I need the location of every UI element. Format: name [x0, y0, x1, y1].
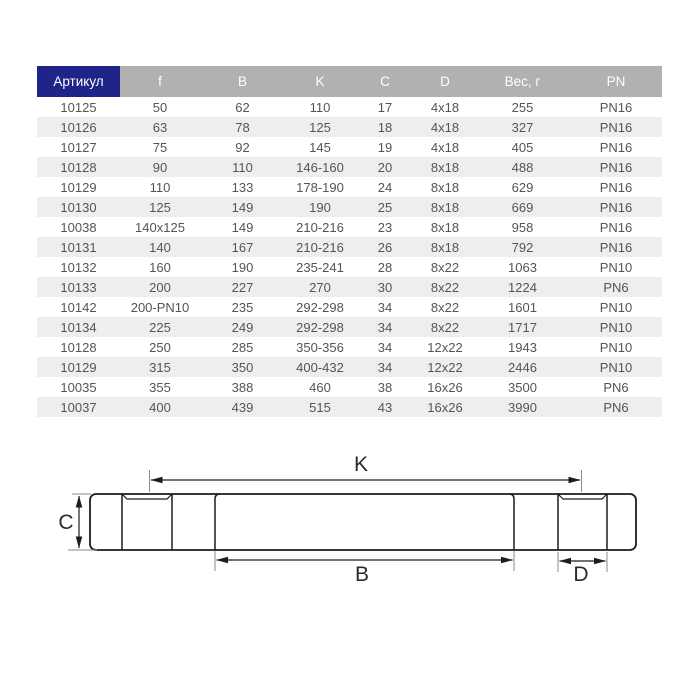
cell-f: 140x125 [135, 219, 185, 235]
cell-pn: PN10 [599, 359, 633, 375]
cell-weight: 327 [511, 119, 534, 135]
cell-c: 34 [377, 299, 393, 315]
cell-c: 24 [377, 179, 393, 195]
cell-article: 10128 [60, 339, 97, 355]
cell-c: 30 [377, 279, 393, 295]
cell-c: 19 [377, 139, 393, 155]
cell-weight: 1224 [508, 279, 537, 295]
cell-b: 285 [231, 339, 254, 355]
cell-article: 10037 [60, 399, 97, 415]
cell-d: 8x22 [430, 299, 460, 315]
cell-k: 125 [309, 119, 331, 135]
cell-article: 10134 [60, 319, 97, 335]
cell-c: 20 [377, 159, 393, 175]
cell-k: 460 [309, 379, 331, 395]
cell-f: 110 [149, 179, 171, 195]
cell-d: 12x22 [427, 359, 463, 375]
cell-k: 350-356 [296, 339, 344, 355]
dim-k-label: K [353, 453, 369, 476]
cell-pn: PN6 [603, 279, 629, 295]
cell-b: 235 [231, 299, 254, 315]
cell-b: 167 [231, 239, 254, 255]
cell-f: 75 [152, 139, 168, 155]
cell-f: 355 [149, 379, 171, 395]
cell-pn: PN6 [603, 399, 629, 415]
cell-article: 10128 [60, 159, 97, 175]
cell-pn: PN16 [599, 99, 633, 115]
bolt-hole-left [122, 494, 172, 550]
cell-d: 8x22 [430, 279, 460, 295]
cell-c: 17 [377, 99, 393, 115]
cell-f: 63 [152, 119, 168, 135]
col-header-article: Артикул [37, 66, 120, 97]
cell-b: 78 [235, 119, 250, 135]
cell-pn: PN10 [599, 319, 633, 335]
cell-weight: 3990 [508, 399, 537, 415]
col-header-weight: Вес, г [475, 66, 570, 97]
cell-d: 8x18 [430, 199, 460, 215]
cell-f: 140 [149, 239, 171, 255]
cell-article: 10035 [60, 379, 97, 395]
cell-d: 8x22 [430, 319, 460, 335]
cell-pn: PN16 [599, 139, 633, 155]
cell-weight: 405 [511, 139, 534, 155]
cell-weight: 1601 [508, 299, 537, 315]
col-header-f: f [120, 66, 200, 97]
cell-d: 8x18 [430, 219, 460, 235]
cell-weight: 488 [511, 159, 534, 175]
cell-b: 249 [231, 319, 254, 335]
col-header-k: K [285, 66, 355, 97]
cell-d: 16x26 [427, 379, 463, 395]
cell-k: 515 [309, 399, 331, 415]
cell-weight: 3500 [508, 379, 537, 395]
cell-article: 10129 [60, 359, 97, 375]
dimension-d [558, 552, 607, 586]
col-header-b: B [200, 66, 285, 97]
cell-b: 227 [231, 279, 254, 295]
cell-weight: 1717 [508, 319, 537, 335]
cell-k: 146-160 [296, 159, 344, 175]
cell-b: 388 [231, 379, 254, 395]
cell-weight: 629 [511, 179, 534, 195]
cell-pn: PN16 [599, 159, 633, 175]
cell-k: 210-216 [296, 219, 344, 235]
cell-b: 62 [235, 99, 250, 115]
cell-article: 10131 [60, 239, 97, 255]
cell-f: 50 [152, 99, 168, 115]
cell-b: 149 [231, 199, 254, 215]
cell-article: 10127 [60, 139, 97, 155]
cell-weight: 792 [511, 239, 534, 255]
dimension-c [58, 494, 97, 550]
cell-pn: PN16 [599, 179, 633, 195]
cell-c: 25 [377, 199, 393, 215]
cell-weight: 958 [511, 219, 534, 235]
cell-article: 10129 [60, 179, 97, 195]
dim-b-label: B [354, 563, 370, 586]
cell-weight: 1063 [508, 259, 537, 275]
cell-f: 400 [149, 399, 171, 415]
cell-f: 200 [149, 279, 171, 295]
cell-f: 250 [149, 339, 171, 355]
cell-d: 4x18 [430, 139, 460, 155]
cell-c: 26 [377, 239, 393, 255]
dim-c-label: C [58, 511, 74, 534]
web-edge-right [509, 494, 514, 550]
cell-pn: PN16 [599, 239, 633, 255]
cell-b: 149 [231, 219, 254, 235]
cell-b: 350 [231, 359, 254, 375]
cell-k: 190 [309, 199, 331, 215]
cell-pn: PN16 [599, 119, 633, 135]
cell-b: 439 [231, 399, 254, 415]
dimension-k [150, 453, 582, 492]
cell-pn: PN10 [599, 339, 633, 355]
cell-f: 315 [149, 359, 171, 375]
cell-article: 10132 [60, 259, 97, 275]
cell-f: 225 [149, 319, 171, 335]
cell-f: 160 [149, 259, 171, 275]
cell-b: 110 [232, 159, 253, 175]
cell-k: 110 [309, 99, 331, 115]
cell-article: 10142 [60, 299, 97, 315]
cell-article: 10133 [60, 279, 97, 295]
col-header-pn: PN [570, 66, 662, 97]
cell-pn: PN10 [599, 259, 633, 275]
cell-d: 12x22 [427, 339, 463, 355]
cell-d: 8x18 [430, 179, 460, 195]
cell-k: 178-190 [296, 179, 344, 195]
cell-f: 90 [152, 159, 168, 175]
cell-c: 43 [377, 399, 393, 415]
cell-k: 210-216 [296, 239, 344, 255]
cell-d: 8x18 [430, 239, 460, 255]
cell-k: 270 [309, 279, 331, 295]
cell-d: 4x18 [430, 119, 460, 135]
cell-article: 10125 [60, 99, 97, 115]
web-edge-left [215, 494, 220, 550]
cell-d: 16x26 [427, 399, 463, 415]
cell-c: 18 [377, 119, 393, 135]
cell-pn: PN10 [599, 299, 633, 315]
cell-c: 34 [377, 359, 393, 375]
cell-f: 125 [149, 199, 171, 215]
cell-weight: 669 [511, 199, 534, 215]
cell-article: 10038 [60, 219, 97, 235]
cell-k: 145 [309, 139, 331, 155]
cell-d: 8x18 [430, 159, 460, 175]
cell-b: 133 [231, 179, 254, 195]
cell-c: 34 [377, 339, 393, 355]
dimension-b [215, 551, 514, 586]
cell-pn: PN16 [599, 219, 633, 235]
cell-weight: 255 [511, 99, 534, 115]
cell-c: 28 [377, 259, 393, 275]
cell-c: 38 [377, 379, 393, 395]
cell-c: 23 [377, 219, 393, 235]
col-header-c: C [355, 66, 415, 97]
cell-d: 4x18 [430, 99, 460, 115]
cell-k: 292-298 [296, 319, 344, 335]
flange-body [90, 494, 636, 550]
cell-k: 235-241 [296, 259, 344, 275]
col-header-d: D [415, 66, 475, 97]
cell-d: 8x22 [430, 259, 460, 275]
cell-article: 10126 [60, 119, 97, 135]
cell-b: 92 [235, 139, 250, 155]
cell-weight: 1943 [508, 339, 537, 355]
bolt-hole-right [558, 494, 607, 550]
dim-d-label: D [573, 563, 589, 586]
cell-f: 200-PN10 [130, 299, 190, 315]
cell-k: 292-298 [296, 299, 344, 315]
cell-k: 400-432 [296, 359, 344, 375]
cell-c: 34 [377, 319, 393, 335]
cell-b: 190 [231, 259, 254, 275]
cell-article: 10130 [60, 199, 97, 215]
cell-weight: 2446 [508, 359, 537, 375]
cell-pn: PN16 [599, 199, 633, 215]
cell-pn: PN6 [603, 379, 629, 395]
